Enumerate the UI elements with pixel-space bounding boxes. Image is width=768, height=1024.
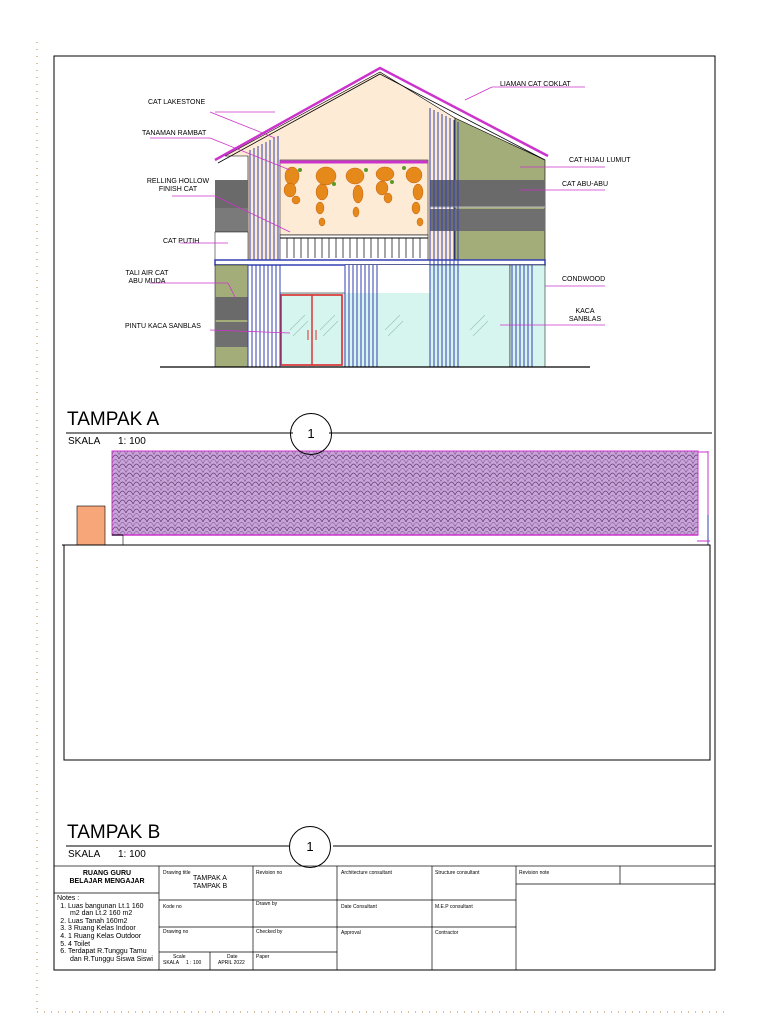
label-relling-hollow xyxy=(138,178,218,194)
floor-slab xyxy=(215,260,545,265)
note-item: 6. Terdapat R.Tunggu Tamu dan R.Tunggu Siswa Siswi xyxy=(68,948,159,963)
label-condwood: CONDWOOD xyxy=(562,276,606,283)
label-cat-lakestone: CAT LAKESTONE xyxy=(148,99,206,106)
scale-prefix: SKALA xyxy=(163,960,180,966)
label-cat-hijau: CAT HIJAU LUMUT xyxy=(569,157,631,164)
scale-value-b: 1: 100 xyxy=(118,849,146,860)
approval-label: Approval xyxy=(341,930,361,936)
label-relling-line2: FINISH CAT xyxy=(158,186,198,193)
view-number-b: 1 xyxy=(306,839,314,854)
date-value: APRIL 2022 xyxy=(218,960,245,966)
scale-value: 1 : 100 xyxy=(186,960,202,966)
notes-list xyxy=(57,903,159,964)
label-tali-air xyxy=(112,270,182,286)
band-grey-left-2 xyxy=(215,208,248,232)
label-relling-line1: RELLING HOLLOW xyxy=(146,178,210,185)
drawing-title-label: Drawing title xyxy=(163,870,191,876)
scale-label: Scale xyxy=(173,954,186,960)
note-item: 2. Luas Tanah 160m2 xyxy=(68,918,159,926)
note-item: 3. 3 Ruang Kelas Indoor xyxy=(68,925,159,933)
checked-by-label: Checked by xyxy=(256,929,283,935)
scale-label-b: SKALA xyxy=(68,849,101,860)
kode-no-label: Kode no xyxy=(163,904,182,910)
pillars-left-lower xyxy=(248,265,280,367)
note-item: 1. Luas bangunan Lt.1 160 m2 dan Lt.2 160 m2 xyxy=(68,903,159,918)
chimney-box xyxy=(77,506,105,545)
note-item: 5. 4 Toilet xyxy=(68,941,159,949)
drawing-no-label: Drawing no xyxy=(163,929,189,935)
mep-consultant-label: M.E.P consultant xyxy=(435,904,473,910)
label-pintu-kaca: PINTU KACA SANBLAS xyxy=(125,323,201,330)
label-cat-putih: CAT PUTIH xyxy=(163,238,200,245)
label-kaca-line1: KACA xyxy=(575,308,595,315)
drawn-by-label: Drawn by xyxy=(256,901,278,907)
revision-note-label: Revision note xyxy=(519,870,550,876)
band-grey-2 xyxy=(430,209,545,231)
drawing-title xyxy=(175,875,245,891)
notes-title: Notes : xyxy=(57,895,80,902)
label-tali-air-line2: ABU MUDA xyxy=(128,278,166,285)
view-number-a: 1 xyxy=(307,426,315,441)
white-panel-left xyxy=(215,232,248,260)
architecture-consultant-label: Architecture consultant xyxy=(341,870,392,876)
project-title-line1: RUANG GURU xyxy=(82,870,132,877)
note-item: 4. 1 Ruang Kelas Outdoor xyxy=(68,933,159,941)
view-number-circle-a xyxy=(290,413,332,455)
wall-outline xyxy=(64,545,710,760)
band-grey-1 xyxy=(430,180,545,207)
elevation-tampak-b xyxy=(62,451,710,760)
date-consultant-label: Date Consultant xyxy=(341,904,377,910)
notes-block xyxy=(57,895,159,963)
paper-label: Paper xyxy=(256,954,270,960)
label-liaman: LIAMAN CAT COKLAT xyxy=(500,81,571,88)
label-cat-abu: CAT ABU-ABU xyxy=(562,181,609,188)
date-label: Date xyxy=(227,954,238,960)
drawing-title-line2: TAMPAK B xyxy=(192,883,228,890)
label-kaca-line2: SANBLAS xyxy=(568,316,602,323)
revision-no-label: Revision no xyxy=(256,870,283,876)
view-title-b: TAMPAK B xyxy=(67,822,161,843)
contractor-label: Contractor xyxy=(435,930,459,936)
label-kaca-sanblas xyxy=(560,308,610,324)
label-tanaman-rambat: TANAMAN RAMBAT xyxy=(142,130,207,137)
project-title xyxy=(58,870,156,886)
roof-tiles xyxy=(112,451,698,535)
view-number-circle-b xyxy=(289,826,331,868)
scale-value-a: 1: 100 xyxy=(118,436,146,447)
elevation-tampak-a xyxy=(160,68,590,367)
project-title-line2: BELAJAR MENGAJAR xyxy=(69,878,145,885)
structure-consultant-label: Structure consultant xyxy=(435,870,480,876)
view-title-a: TAMPAK A xyxy=(67,409,160,430)
label-tali-air-line1: TALI AIR CAT xyxy=(125,270,169,277)
drawing-title-line1: TAMPAK A xyxy=(193,875,227,882)
scale-label-a: SKALA xyxy=(68,436,101,447)
